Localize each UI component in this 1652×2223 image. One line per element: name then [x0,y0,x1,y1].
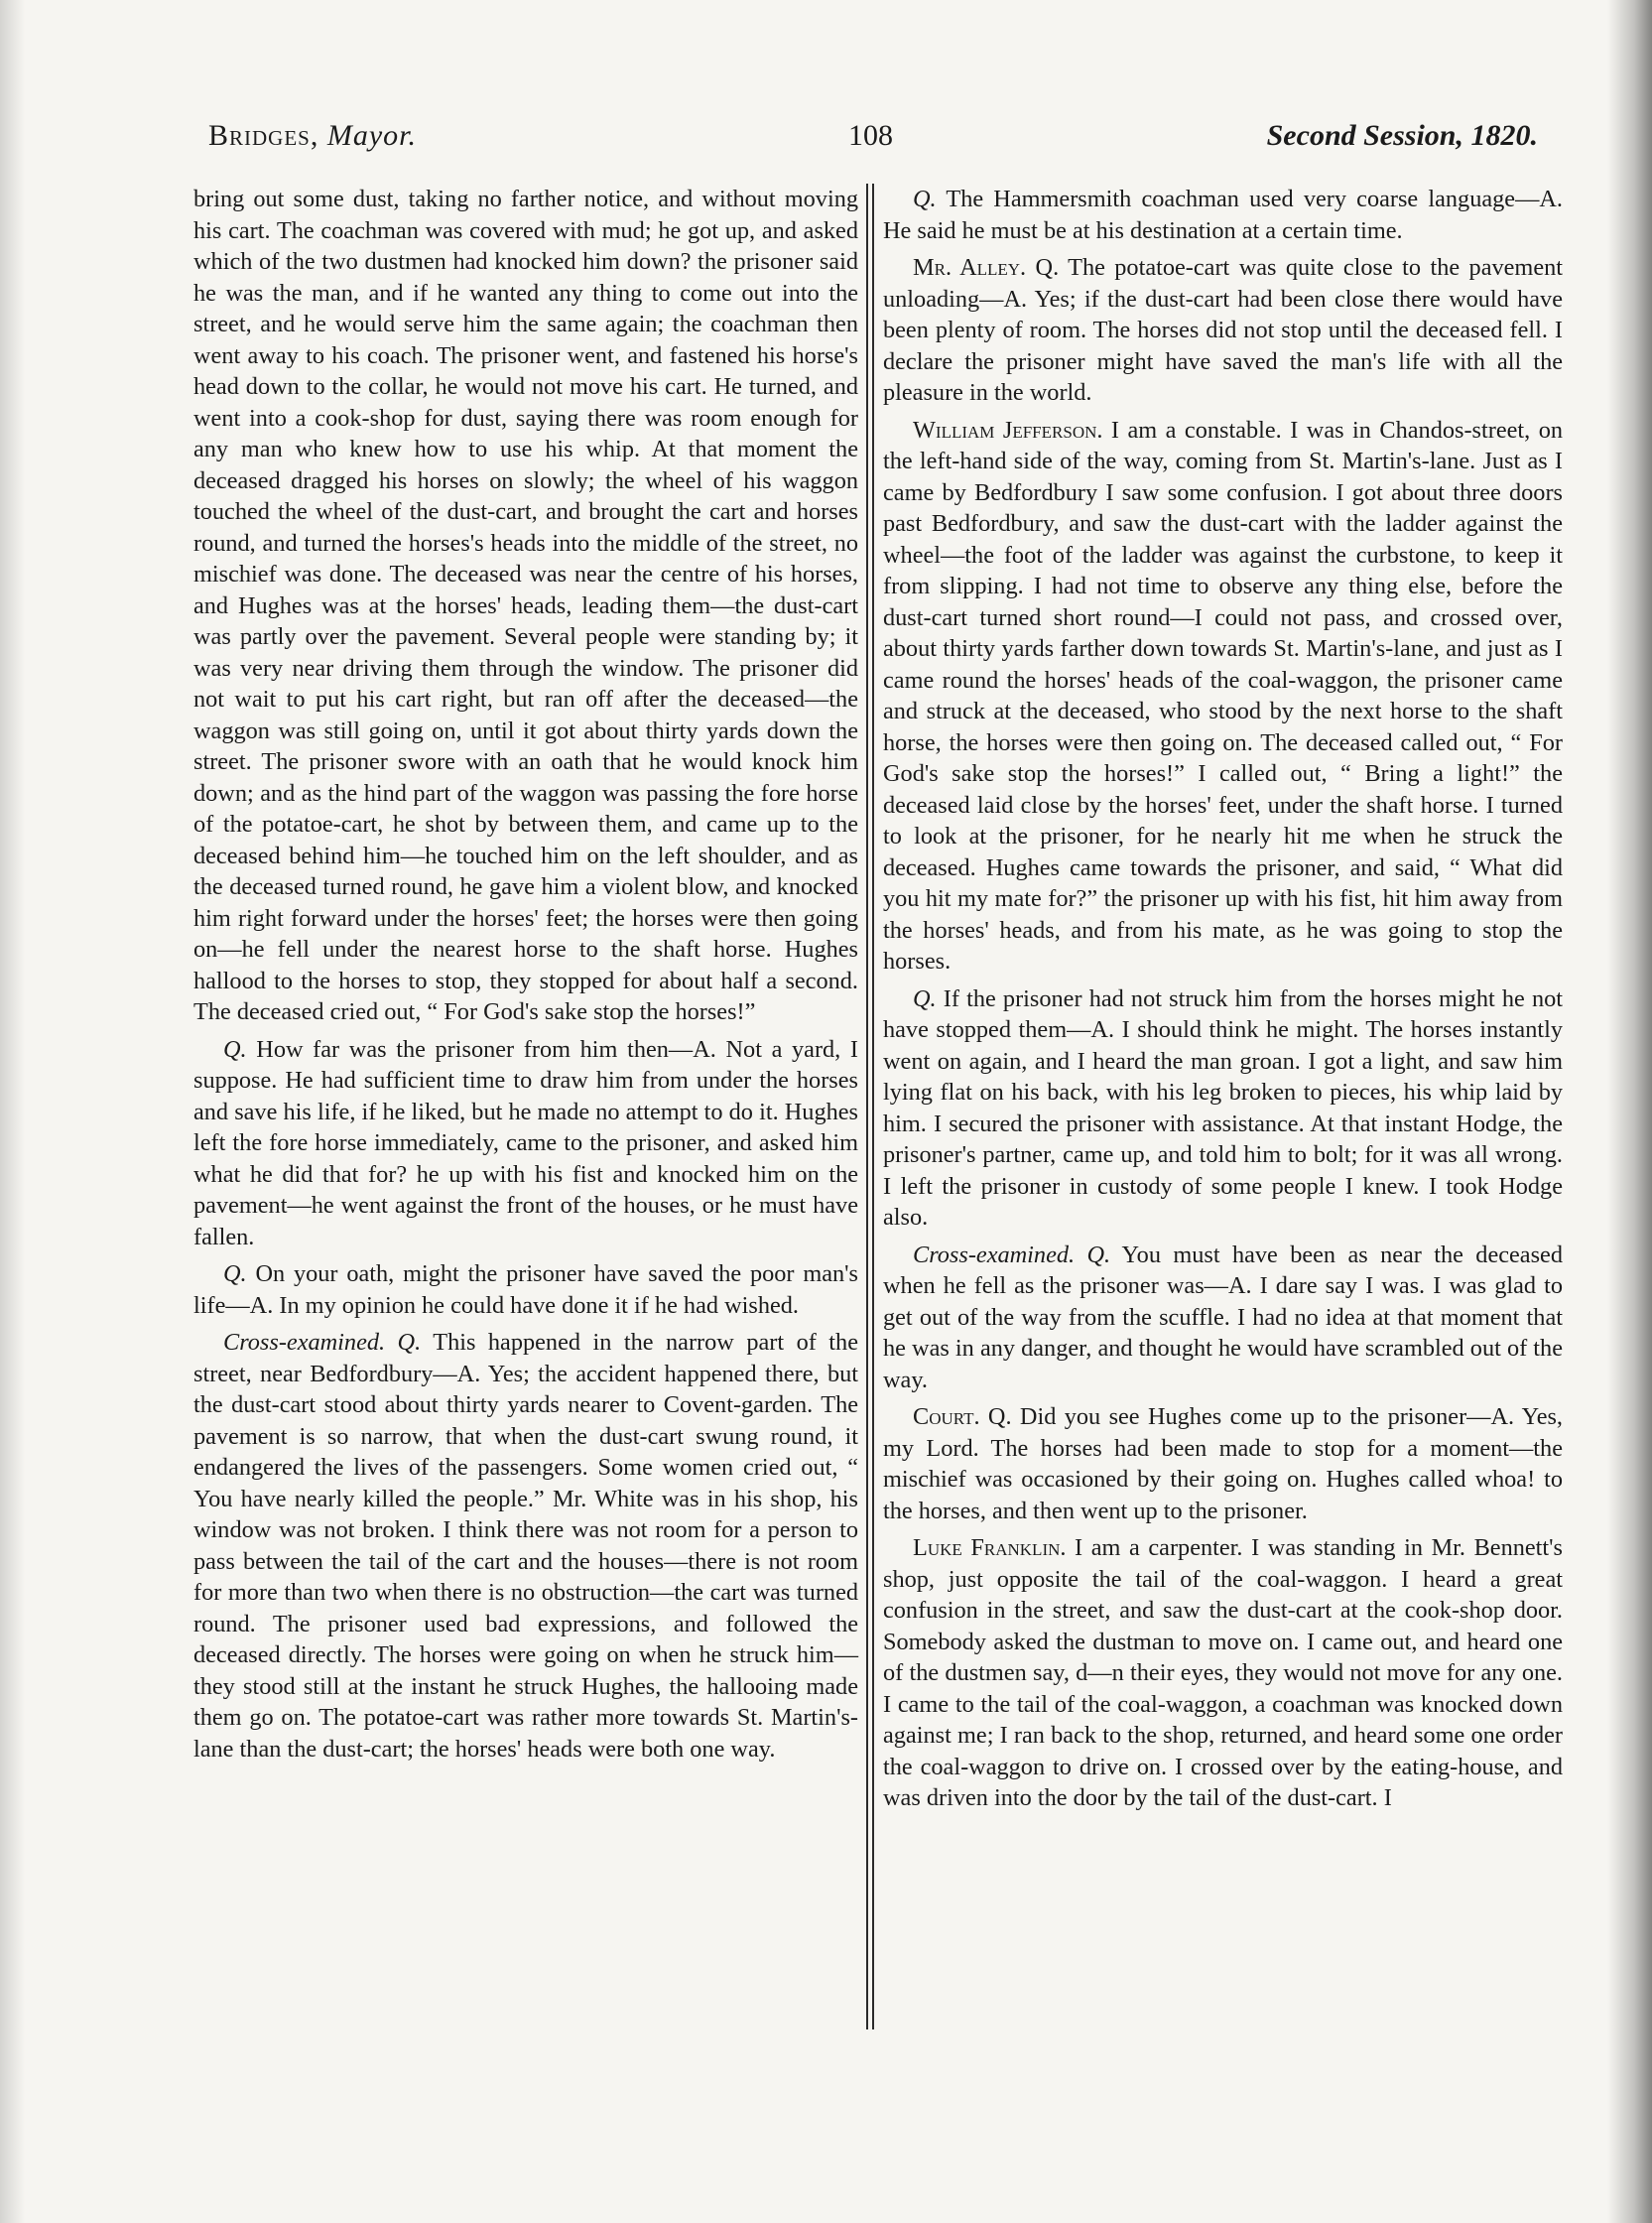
paragraph [883,415,1563,978]
paragraph-lead: Mr. Alley. Q. [913,254,1060,281]
paragraph-text: Did you see Hughes come up to the prisoner—A. Yes, my Lord. The horses had been made to stop for a moment—the mischief was occasioned by their going on. Hughes called whoa! to the horses, and then went up to the prisoner. [883,1403,1564,1524]
left-column [193,184,858,1770]
paragraph-lead: Q. [913,186,937,212]
header-mayor-name: Bridges, [208,119,319,152]
paragraph-text: How far was the prisoner from him then—A. Not a yard, I suppose. He had sufficient time to draw him from under the horses and save his life, if he liked, but he made no attempt to do it. Hughes left the fore horse immediately, came to the prisoner, and asked him what he did that for? he up with his fist and knocked him on the pavement—he went against the front of the houses, or he must have fallen. [193,1035,858,1250]
paragraph-text: If the prisoner had not struck him from the horses might he not have stopped them—A. I should think he might. The horses instantly went on again, and I heard the man groan. I got a light, and saw him lying flat on his back, with his leg broken to pieces, his whip laid by him. I secured the prisoner with assistance. At that instant Hodge, the prisoner's partner, came up, and told him to bolt; for it was all wrong. I left the prisoner in custody of some people I knew. I took Hodge also. [883,984,1563,1231]
paragraph-lead: Cross-examined. Q. [223,1329,422,1356]
paragraph-lead: Cross-examined. Q. [913,1241,1111,1268]
paragraph [193,1034,858,1253]
paragraph-lead: Q. [913,984,937,1012]
scan-right-edge-shadow [1607,0,1652,2223]
paragraph [883,983,1563,1234]
right-column [883,184,1563,1820]
paragraph [193,184,858,1028]
paragraph [883,184,1563,246]
paragraph-text: On your oath, might the prisoner have saved the poor man's life—A. In my opinion he could have done it if he had wished. [193,1260,858,1319]
header-session: Second Session, 1820. [1266,119,1538,152]
paragraph-lead: Court. Q. [913,1403,1012,1430]
paragraph [193,1327,858,1765]
witness-name: Luke Franklin. [913,1534,1067,1561]
paragraph-text: bring out some dust, taking no farther notice, and without moving his cart. The coachman was covered with mud; he got up, and asked which of the two dustmen had knocked him down? the prisoner said he was the man, and if he wanted any thing to come out into the street, and he would serve him the same again; the coachman then went away to his coach. The prisoner went, and fastened his horse's head down to the collar, he would not move his cart. He turned, and went into a cook-shop for dust, saying there was room enough for any man who knew how to use his whip. At that moment the deceased dragged his horses on slowly; the wheel of his waggon touched the wheel of the dust-cart, and brought the cart and horses round, and turned the horses's heads into the middle of the street, no mischief was done. The deceased was near the centre of his horses, and Hughes was at the horses' heads, leading them—the dust-cart was partly over the pavement. Several people were standing by; it was very near driving them through the window. The prisoner did not wait to put his cart right, but ran off after the deceased—the waggon was still going on, until it got about thirty yards down the street. The prisoner swore with an oath that he would knock him down; and as the hind part of the waggon was passing the fore horse of the potatoe-cart, he shot by between them, and came up to the deceased behind him—he touched him on the left shoulder, and as the deceased turned round, he gave him a violent blow, and knocked him right forward under the horses' feet; the horses were then going on—he fell under the nearest horse to the shaft horse. Hughes hallood to the horses to stop, they stopped for about half a second. The deceased cried out, “ For God's sake stop the horses!” [193,186,858,1025]
column-divider-rule [872,184,874,2029]
scan-left-margin-shadow [0,0,25,2223]
paragraph-lead: Q. [223,1035,247,1063]
paragraph-text: The Hammersmith coachman used very coarse language—A. He said he must be at his destination at a certain time. [883,186,1563,244]
paragraph [193,1258,858,1321]
paragraph [883,252,1563,409]
paragraph-text: The potatoe-cart was quite close to the pavement unloading—A. Yes; if the dust-cart had been close there would have been plenty of room. The horses did not stop until the deceased fell. I declare the prisoner might have saved the man's life with all the pleasure in the world. [883,254,1564,406]
paragraph-text: This happened in the narrow part of the street, near Bedfordbury—A. Yes; the accident happened there, but the dust-cart stood about thirty yards nearer to Covent-garden. The pavement is so narrow, that when the dust-cart swung round, it endangered the lives of the passengers. Some women cried out, “ You have nearly killed the people.” Mr. White was in his shop, his window was not broken. I think there was not room for a person to pass between the tail of the cart and the houses—there is not room for more than two when there is no obstruction—the cart was turned round. The prisoner used bad expressions, and followed the deceased directly. The horses were going on when he struck him—they stood still at the instant he struck Hughes, the hallooing made them go on. The potatoe-cart was rather more towards St. Martin's-lane than the dust-cart; the horses' heads were both one way. [193,1329,858,1763]
header-left [208,119,417,153]
paragraph-lead: Q. [223,1260,247,1287]
paragraph [883,1240,1563,1396]
column-divider-rule [866,184,868,2029]
paragraph-text: I am a carpenter. I was standing in Mr. Bennett's shop, just opposite the tail of the coal-waggon. I heard a great confusion in the street, and saw the dust-cart at the cook-shop door. Somebody asked the dustman to move on. I came out, and heard one of the dustmen say, d—n their eyes, they would not move for any one. I came to the tail of the coal-waggon, a coachman was knocked down against me; I ran back to the shop, returned, and heard some one order the coal-waggon to drive on. I crossed over by the eating-house, and was driven into the door by the tail of the dust-cart. I [883,1534,1563,1811]
witness-name: William Jefferson. [913,416,1103,444]
page-number: 108 [848,119,893,152]
paragraph-text: I am a constable. I was in Chandos-street, on the left-hand side of the way, coming from St. Martin's-lane. Just as I came by Bedfordbury I saw some confusion. I got about three doors past Bedfordbury, and saw the dust-cart with the ladder against the wheel—the foot of the ladder was against the curbstone, to keep it from slipping. I had not time to observe any thing else, before the dust-cart turned short round—I could not pass, and crossed over, about thirty yards farther down towards St. Martin's-lane, and just as I came round the horses' heads of the coal-waggon, the prisoner came and struck at the deceased, who stood by the next horse to the shaft horse, the horses were then going on. The deceased called out, “ For God's sake stop the horses!” I called out, “ Bring a light!” the deceased laid close by the horses' feet, under the shaft horse. I turned to look at the prisoner, for he nearly hit me when he struck the deceased. Hughes came towards the prisoner, and said, “ What did you hit my mate for?” the prisoner up with his fist, hit him away from the horses' heads, and from his mate, as he was going to stop the horses. [883,416,1564,975]
paragraph [883,1532,1563,1814]
header-mayor-title: Mayor. [326,119,418,152]
paragraph-text: You must have been as near the deceased when he fell as the prisoner was—A. I dare say I was. I was glad to get out of the way from the scuffle. I had no idea at that moment that he was in any danger, and thought he would have scrambled out of the way. [883,1241,1563,1393]
running-header [208,119,1538,163]
paragraph [883,1401,1563,1526]
